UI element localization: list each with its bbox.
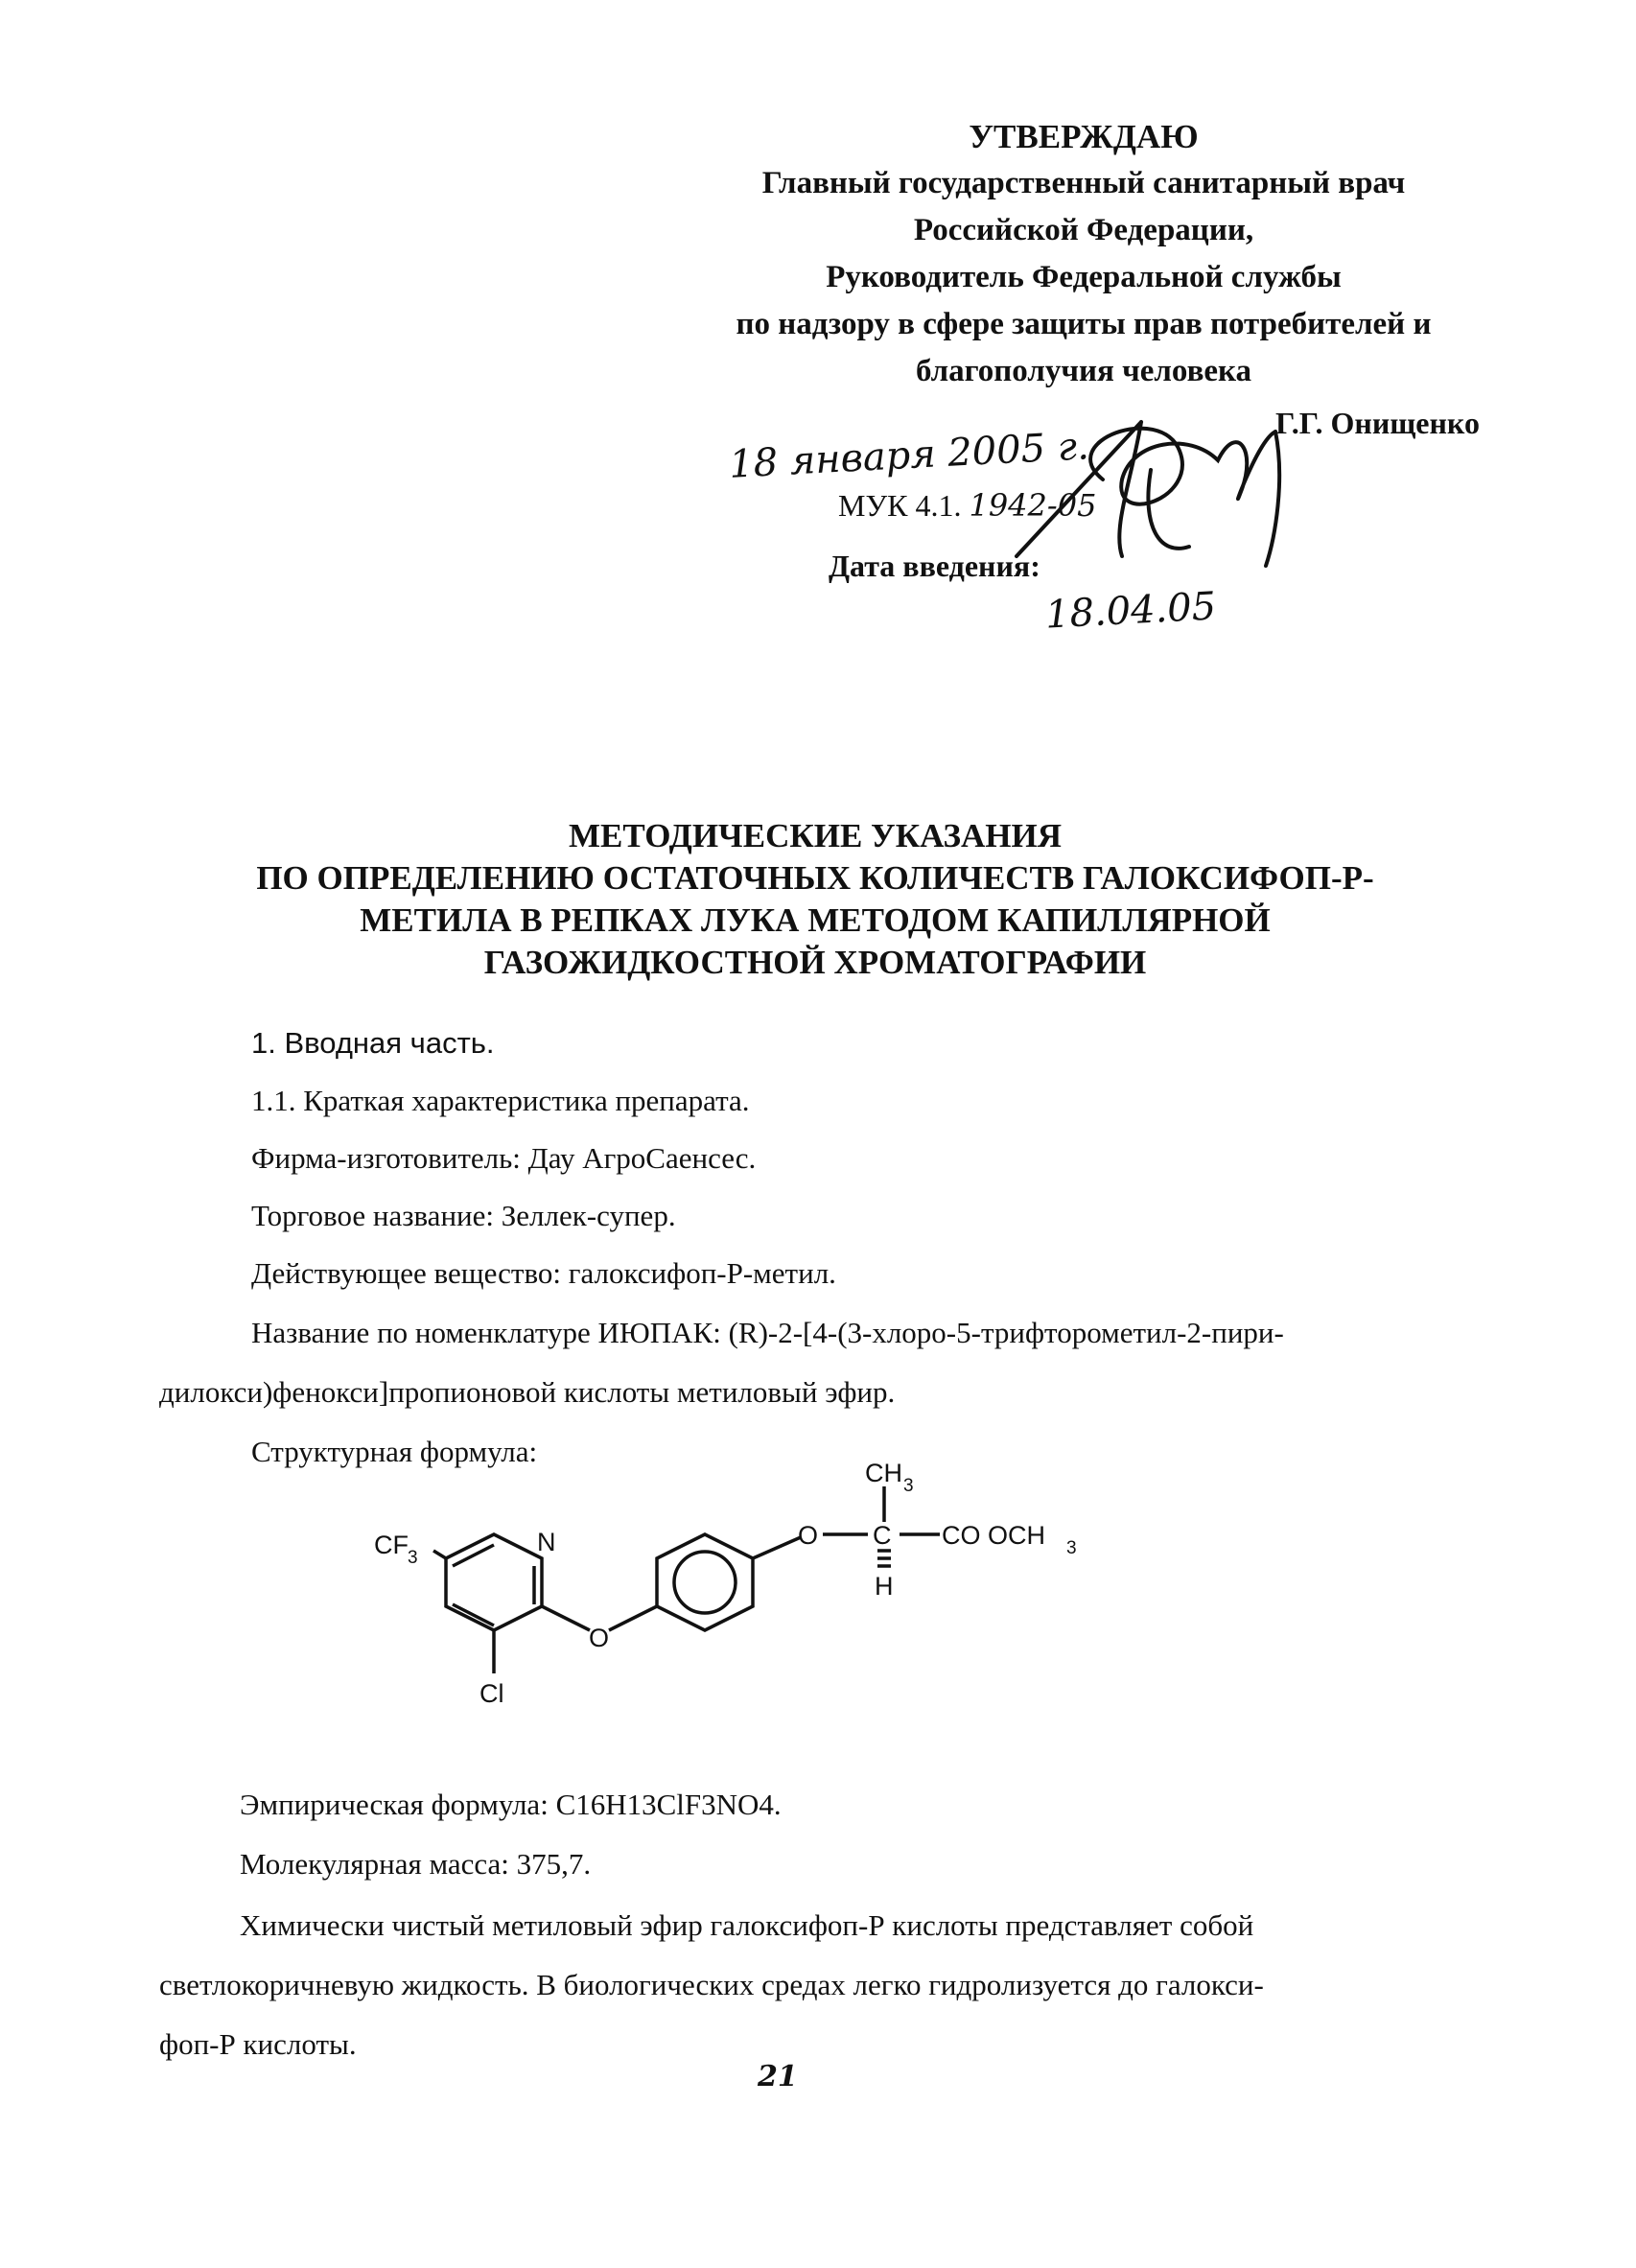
title-line-2: ПО ОПРЕДЕЛЕНИЮ ОСТАТОЧНЫХ КОЛИЧЕСТВ ГАЛОКСИФОП-Р- bbox=[256, 859, 1374, 897]
active-substance-line: Действующее вещество: галоксифоп-Р-метил. bbox=[251, 1256, 836, 1290]
approval-heading: УТВЕРЖДАЮ bbox=[969, 118, 1199, 155]
chem-ch3-sub: 3 bbox=[903, 1476, 914, 1496]
description-line-3: фоп-Р кислоты. bbox=[159, 2027, 357, 2061]
chem-ester: CO OCH bbox=[942, 1521, 1045, 1550]
muk-handwritten: 1942-05 bbox=[969, 487, 1097, 524]
approval-line-2: Российской Федерации, bbox=[913, 213, 1254, 247]
intro-date-handwritten: 18.04.05 bbox=[1043, 584, 1218, 638]
approval-line-4: по надзору в сфере защиты прав потребителей и bbox=[736, 307, 1432, 341]
empirical-formula: C16H13ClF3NO4. bbox=[555, 1788, 782, 1821]
trade-name-line: Торговое название: Зеллек-супер. bbox=[251, 1199, 676, 1232]
empirical-label: Эмпирическая формула: bbox=[240, 1788, 556, 1821]
chem-h: H bbox=[875, 1572, 894, 1601]
intro-date-label: Дата введения: bbox=[829, 549, 1040, 583]
approval-line-3: Руководитель Федеральной службы bbox=[826, 260, 1342, 294]
structural-formula bbox=[364, 1459, 1093, 1769]
chem-ch3: CH bbox=[865, 1459, 902, 1487]
chem-cl: Cl bbox=[479, 1679, 504, 1708]
molecular-mass-line: Молекулярная масса: 375,7. bbox=[240, 1847, 592, 1881]
muk-number bbox=[838, 487, 1096, 524]
description-line-1: Химически чистый метиловый эфир галоксифоп-Р кислоты представляет собой bbox=[240, 1908, 1254, 1942]
document-title bbox=[192, 815, 1438, 984]
description-line-2: светлокоричневую жидкость. В биологических средах легко гидролизуется до галокси- bbox=[159, 1968, 1264, 2001]
chem-ester-sub: 3 bbox=[1066, 1538, 1077, 1558]
iupac-line-1: Название по номенклатуре ИЮПАК: (R)-2-[4-(3-хлоро-5-трифторометил-2-пири- bbox=[251, 1316, 1284, 1349]
chem-o1: O bbox=[589, 1624, 610, 1652]
empirical-formula-line bbox=[240, 1786, 782, 1824]
chem-cf3: CF bbox=[374, 1531, 409, 1559]
structural-formula-label: Структурная формула: bbox=[251, 1435, 538, 1468]
section-1-heading: 1. Вводная часть. bbox=[251, 1026, 495, 1060]
manufacturer-line: Фирма-изготовитель: Дау АгроСаенсес. bbox=[251, 1141, 757, 1175]
chem-n: N bbox=[537, 1528, 556, 1556]
approval-line-1: Главный государственный санитарный врач bbox=[761, 166, 1406, 200]
title-line-4: ГАЗОЖИДКОСТНОЙ ХРОМАТОГРАФИИ bbox=[483, 944, 1147, 981]
section-1-1-heading: 1.1. Краткая характеристика препарата. bbox=[251, 1084, 750, 1117]
approval-block bbox=[671, 113, 1496, 395]
approval-line-5: благополучия человека bbox=[915, 354, 1252, 388]
chem-cf3-sub: 3 bbox=[408, 1548, 418, 1568]
signer-name: Г.Г. Онищенко bbox=[1275, 406, 1480, 440]
chem-o2: O bbox=[798, 1521, 819, 1550]
title-line-1: МЕТОДИЧЕСКИЕ УКАЗАНИЯ bbox=[569, 817, 1062, 854]
title-line-3: МЕТИЛА В РЕПКАХ ЛУКА МЕТОДОМ КАПИЛЛЯРНОЙ bbox=[360, 901, 1271, 939]
handwritten-date: 18 января 2005 г. bbox=[728, 424, 1090, 487]
muk-label: МУК 4.1. bbox=[838, 488, 962, 523]
chem-c: C bbox=[873, 1521, 892, 1550]
iupac-line-2: дилокси)фенокси]пропионовой кислоты метиловый эфир. bbox=[159, 1375, 896, 1409]
page-number: 21 bbox=[758, 2060, 798, 2093]
